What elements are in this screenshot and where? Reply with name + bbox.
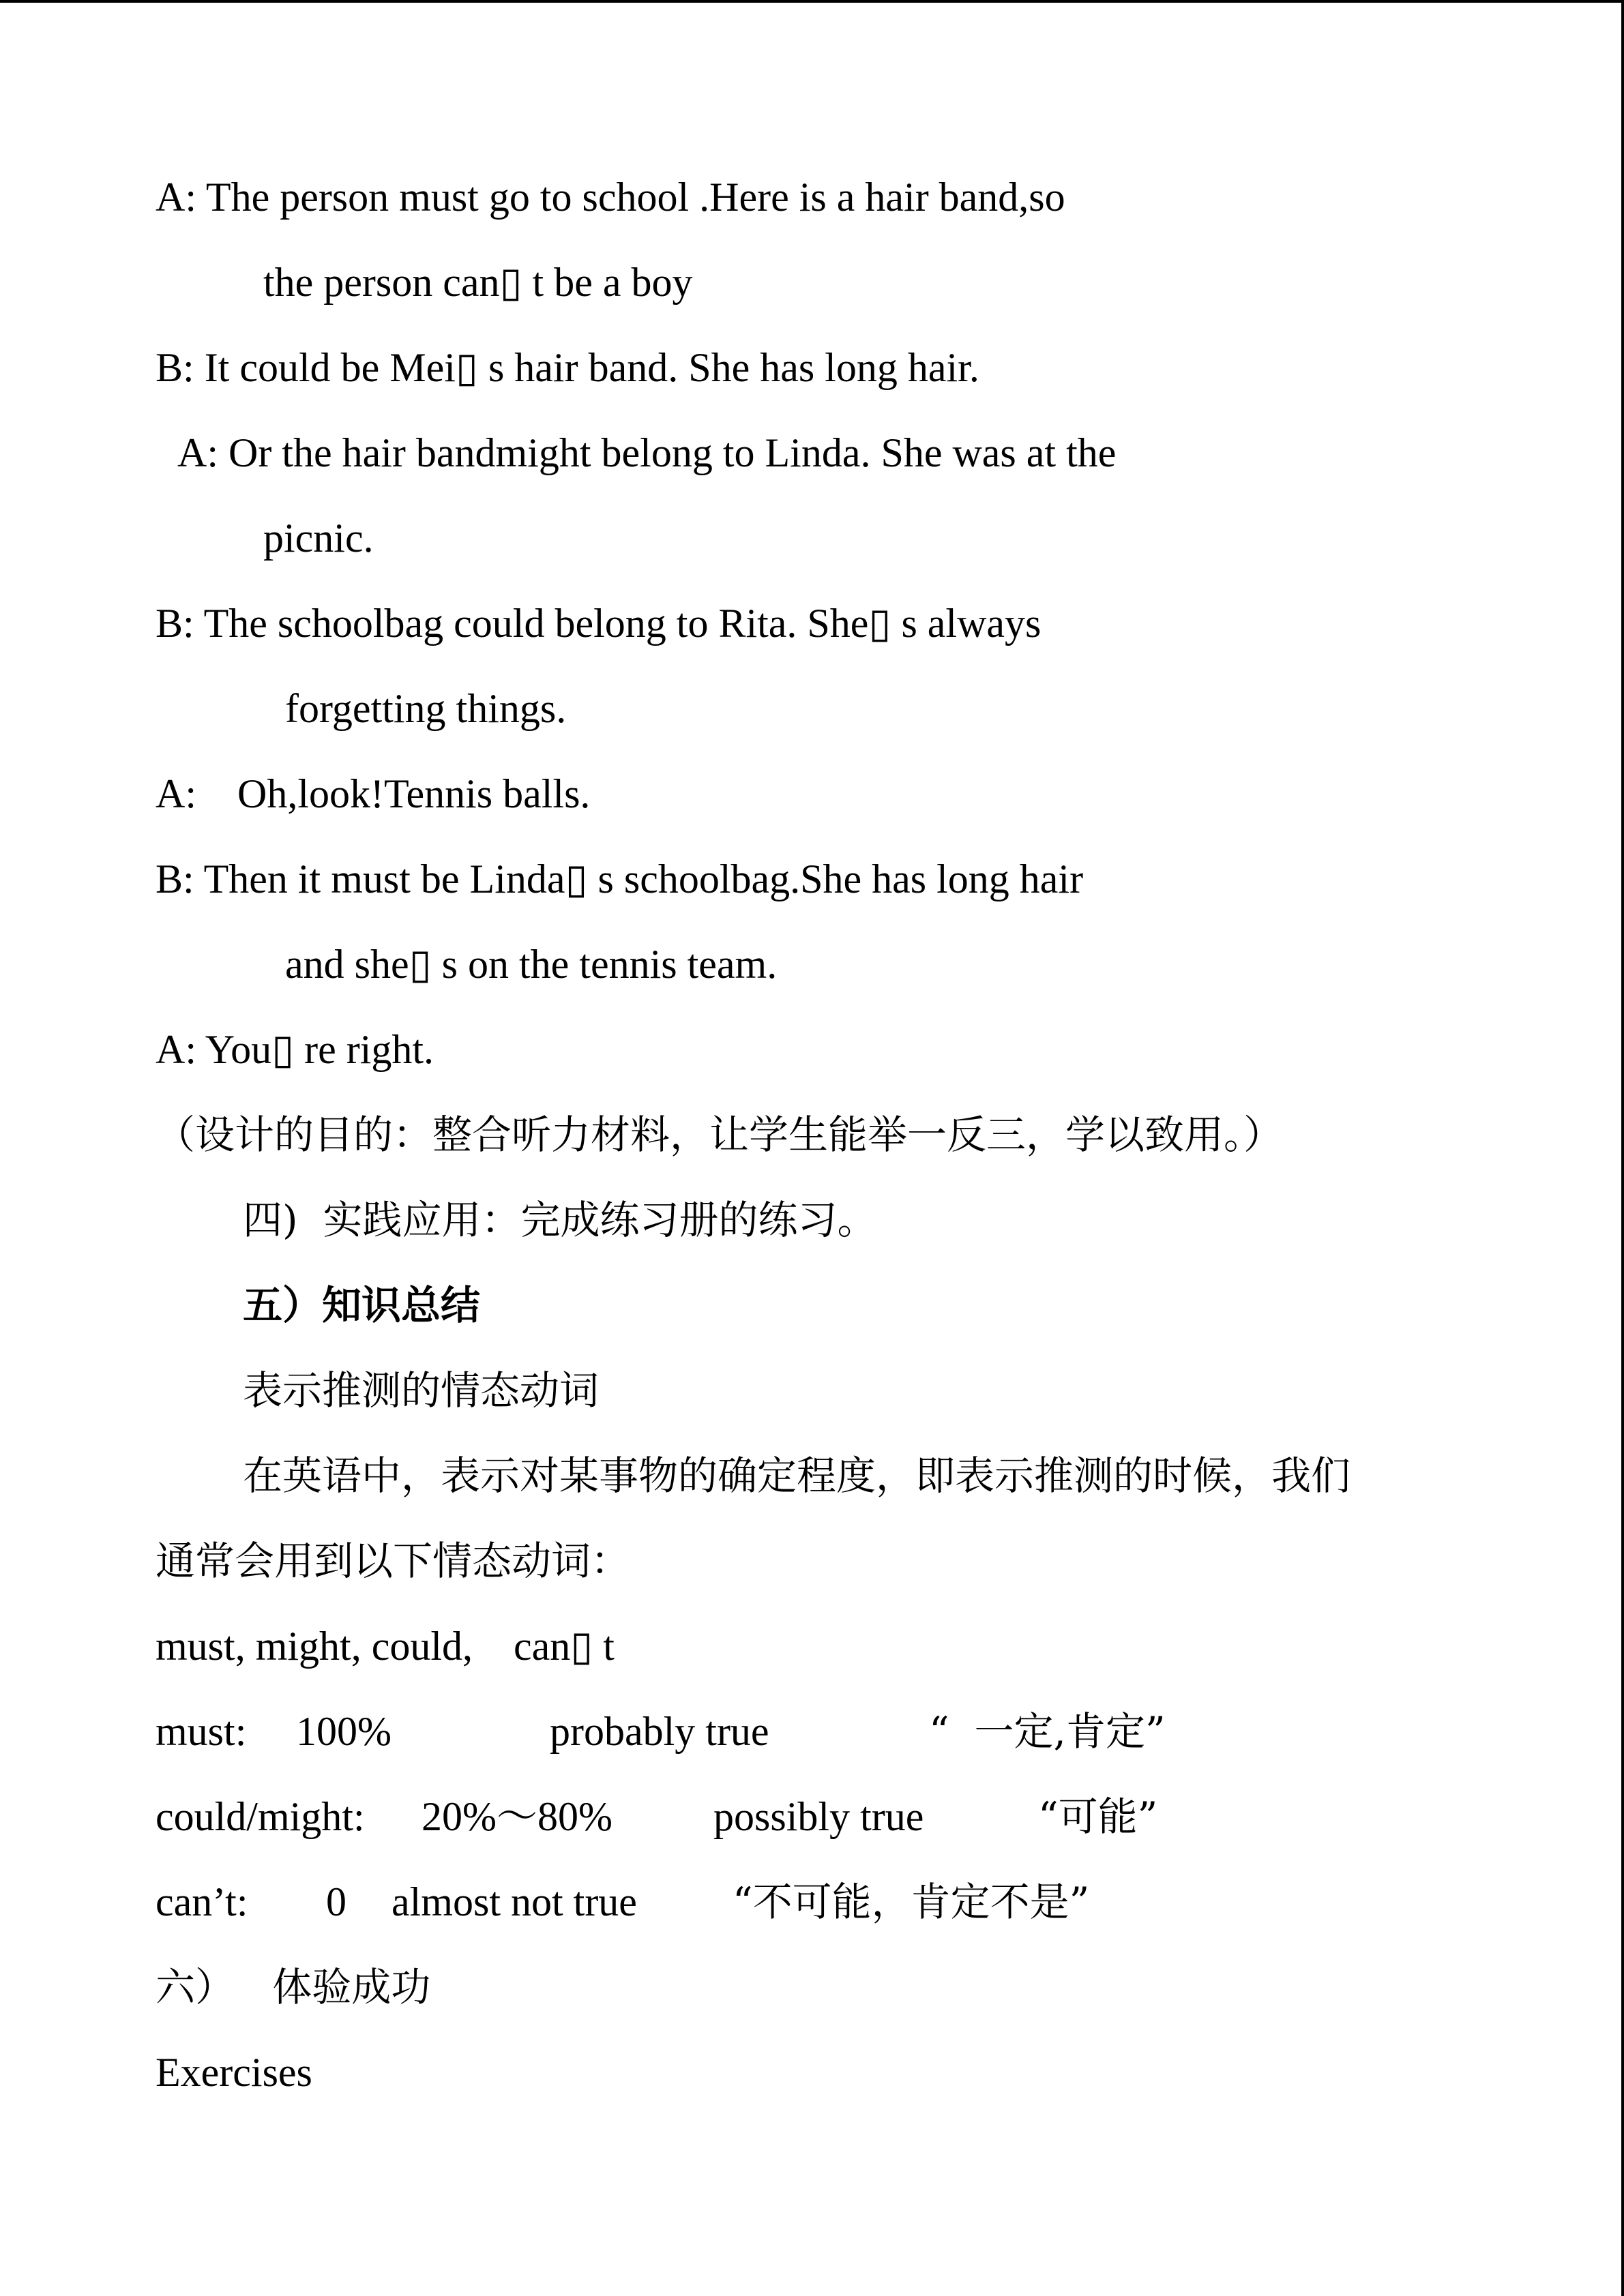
dialogue-line: A: Or the hair bandmight belong to Linda. She was at the (177, 430, 1117, 475)
dialogue-line: B: The schoolbag could belong to Rita. She▯ s always (156, 601, 1042, 646)
modal-name: can’t: (156, 1879, 248, 1924)
section-5-paragraph-line: 通常会用到以下情态动词： (156, 1538, 631, 1584)
dialogue-line: A: You▯ re right. (156, 1027, 434, 1072)
modal-degree: 100% (296, 1709, 392, 1754)
modal-name: must: (156, 1709, 247, 1754)
dialogue-line: forgetting things. (285, 686, 567, 731)
dialogue-line: B: It could be Mei▯ s hair band. She has long hair. (156, 345, 979, 390)
dialogue-line: A: The person must go to school .Here is a hair band,so (156, 175, 1065, 220)
dialogue-line: the person can▯ t be a boy (263, 260, 693, 305)
modal-meaning: possibly true (713, 1794, 924, 1839)
modal-degree: 20%～80% (422, 1794, 612, 1839)
modal-chinese: “不可能，肯定不是” (733, 1879, 1090, 1925)
section-4-heading: 四) 实践应用：完成练习册的练习。 (243, 1197, 877, 1243)
modal-meaning: probably true (550, 1709, 769, 1754)
dialogue-line: A: Oh,look!Tennis balls. (156, 771, 591, 816)
modal-meaning: almost not true (392, 1879, 637, 1924)
dialogue-line: and she▯ s on the tennis team. (285, 942, 778, 987)
modal-verbs-list: must, might, could, can▯ t (156, 1624, 615, 1669)
modal-degree: 0 (326, 1879, 346, 1924)
dialogue-line: B: Then it must be Linda▯ s schoolbag.She has long hair (156, 856, 1084, 901)
modal-chinese: “ 一定,肯定” (929, 1708, 1166, 1755)
exercises-label: Exercises (156, 2050, 312, 2095)
section-5-heading: 五）知识总结 (243, 1282, 481, 1328)
section-5-paragraph-line: 在英语中，表示对某事物的确定程度，即表示推测的时候，我们 (243, 1452, 1351, 1499)
modal-chinese: “可能” (1038, 1793, 1158, 1840)
design-purpose-note: （设计的目的：整合听力材料，让学生能举一反三，学以致用。） (156, 1112, 1284, 1158)
section-5-subtitle: 表示推测的情态动词 (243, 1367, 600, 1414)
modal-name: could/might: (156, 1794, 365, 1839)
section-6-heading: 六） 体验成功 (156, 1964, 431, 2010)
dialogue-line: picnic. (263, 516, 374, 561)
